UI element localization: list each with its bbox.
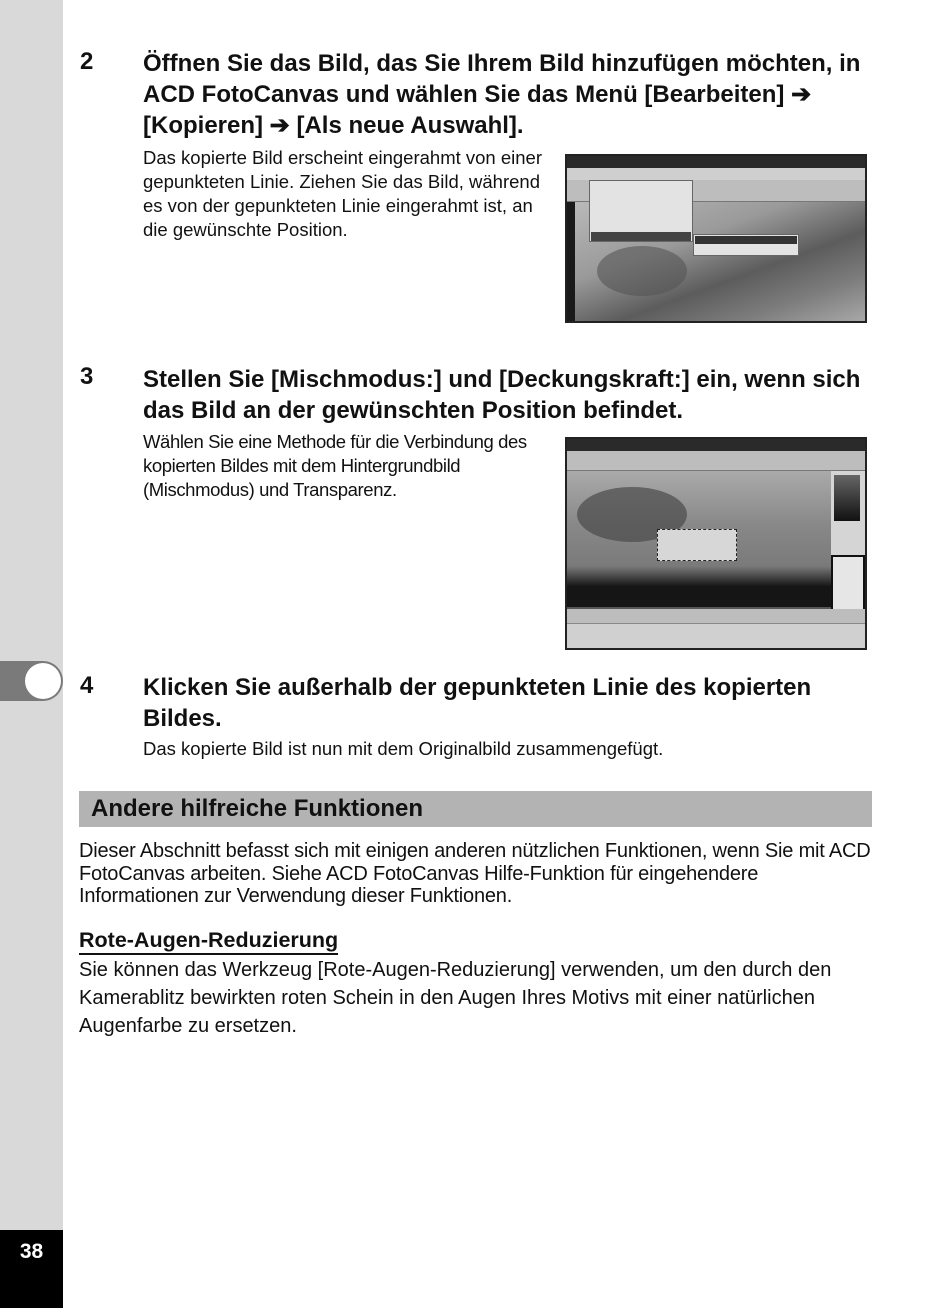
step-4-number: 4 [80, 672, 94, 699]
screenshot-status-area [567, 623, 865, 648]
screenshot-edit-menu [565, 154, 867, 323]
step-2-description: Das kopierte Bild erscheint eingerahmt von einer gepunkteten Linie. Ziehen Sie das Bild, während es von der gepunkteten Linie eingerahmt ist, an die gewünschte Position. [143, 147, 542, 240]
screenshot-bottom-toolbar [567, 609, 865, 623]
side-panel-preview [834, 475, 860, 521]
step-4-title: Klicken Sie außerhalb der gepunkteten Linie des kopierten Bildes. [143, 674, 812, 732]
screenshot-toolbar [567, 451, 865, 471]
section-intro: Dieser Abschnitt befasst sich mit einigen anderen nützlichen Funktionen, wenn Sie mit ACD FotoCanvas arbeiten. Siehe ACD FotoCanvas Hilfe-Funktion für eingehendere Informationen zur Verwendung dieser Funktionen. [79, 840, 871, 907]
screenshot-menubar [567, 168, 865, 180]
photo-cloud-shape [597, 246, 687, 296]
blend-mode-highlight-box [831, 555, 865, 611]
step-4-description: Das kopierte Bild ist nun mit dem Originalbild zusammengefügt. [143, 738, 664, 759]
section-title: Andere hilfreiche Funktionen [91, 795, 424, 822]
page-number: 38 [19, 1240, 44, 1263]
screenshot-left-panel [567, 202, 575, 321]
subheading-red-eye: Rote-Augen-Reduzierung [79, 927, 338, 955]
screenshot-titlebar [567, 156, 865, 168]
step-3-number: 3 [80, 363, 94, 390]
step-2-title: Öffnen Sie das Bild, das Sie Ihrem Bild hinzufügen möchten, in ACD FotoCanvas und wählen Sie das Menü [Bearbeiten] ➔ [Kopieren] ➔ [Als neue Auswahl]. [143, 50, 861, 139]
submenu-highlight-als-neue-auswahl [695, 236, 797, 244]
step-2-number: 2 [80, 48, 94, 75]
pasted-selection [657, 529, 737, 561]
screenshot-blend-mode [565, 437, 867, 650]
menu-highlight-kopieren [591, 232, 691, 241]
step-3-description: Wählen Sie eine Methode für die Verbindung des kopierten Bildes mit dem Hintergrundbild (Mischmodus) und Transparenz. [143, 431, 527, 500]
screenshot-titlebar [567, 439, 865, 451]
chapter-marker-icon [25, 663, 61, 699]
red-eye-description: Sie können das Werkzeug [Rote-Augen-Reduzierung] verwenden, um den durch den Kamerablitz bewirkten roten Schein in den Augen Ihres Motivs mit einer natürlichen Augenfarbe zu ersetzen. [79, 959, 832, 1037]
step-3-title: Stellen Sie [Mischmodus:] und [Deckungskraft:] ein, wenn sich das Bild an der gewünschten Position befindet. [143, 366, 861, 424]
side-margin-bar [0, 0, 63, 1308]
